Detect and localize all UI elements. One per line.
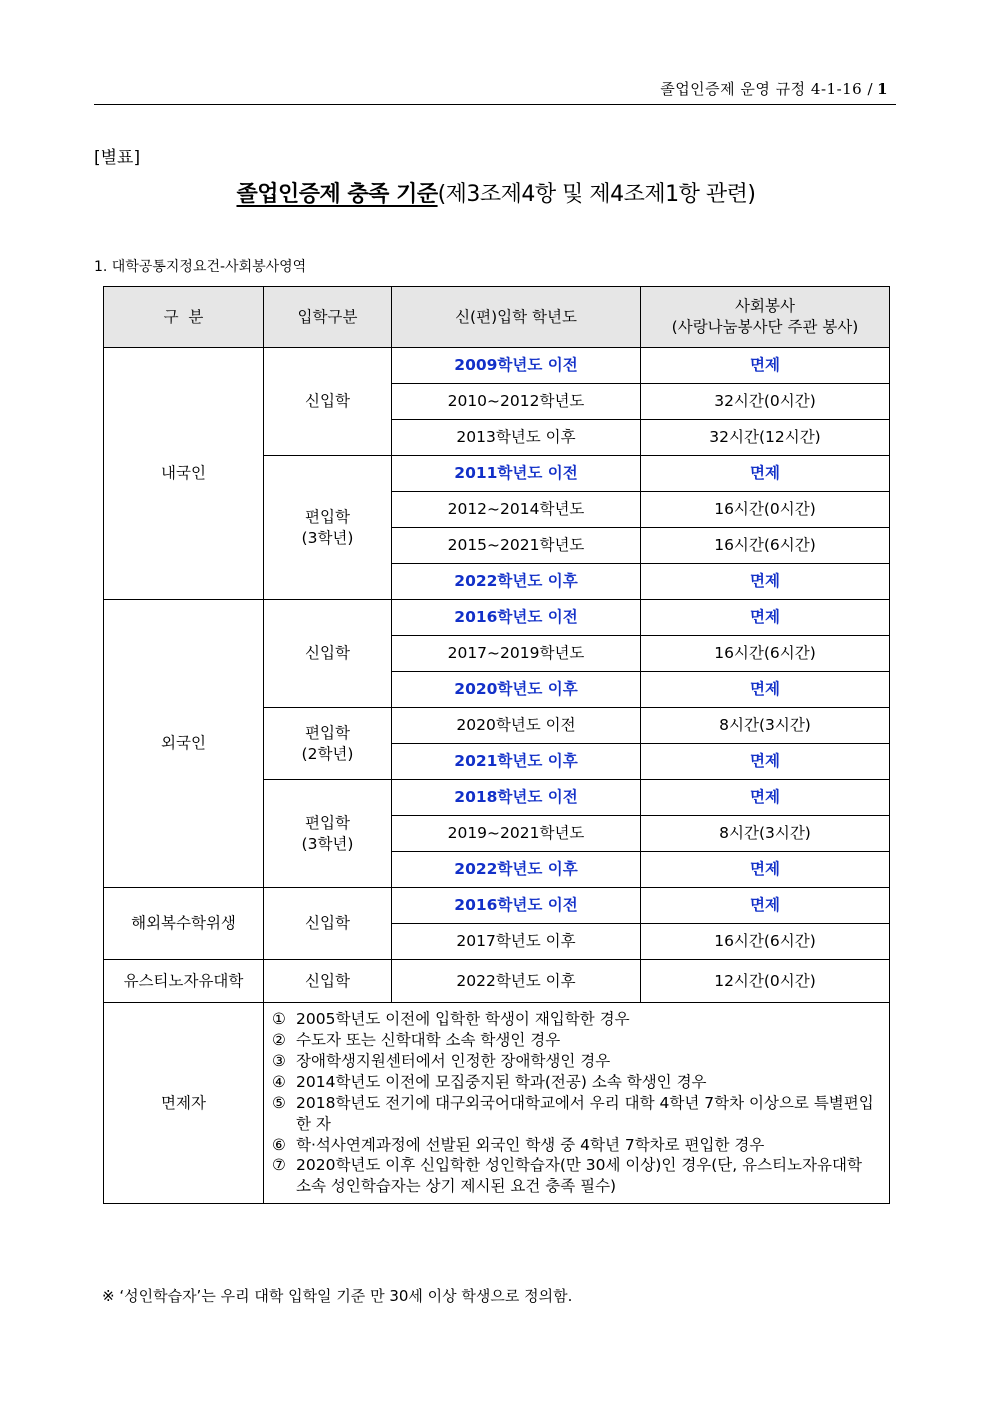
list-item: ⑤ 2018학년도 전기에 대구외국어대학교에서 우리 대학 4학년 7학차 이상으로 특별편입한 자 xyxy=(272,1093,874,1133)
list-item: ② 수도자 또는 신학대학 소속 학생인 경우 xyxy=(272,1030,561,1049)
list-item: ① 2005학년도 이전에 입학한 학생이 재입학한 경우 xyxy=(272,1010,630,1028)
year-cell: 2010~2012학년도 xyxy=(392,384,641,420)
admission-transfer-3: 편입학 (3학년) xyxy=(264,780,392,888)
title-sub: (제3조제4항 및 제4조제1항 관련) xyxy=(437,182,756,207)
hours-cell: 면제 xyxy=(641,672,890,708)
header-admission-type: 입학구분 xyxy=(264,287,392,348)
hours-cell: 16시간(0시간) xyxy=(641,492,890,528)
hours-cell: 면제 xyxy=(641,888,890,924)
table-row xyxy=(104,1003,890,1204)
year-cell: 2018학년도 이전 xyxy=(392,780,641,816)
hours-cell: 12시간(0시간) xyxy=(641,960,890,1003)
category-ustino: 유스티노자유대학 xyxy=(104,960,264,1003)
year-cell: 2022학년도 이후 xyxy=(392,960,641,1003)
admission-new: 신입학 xyxy=(264,600,392,708)
year-cell: 2016학년도 이전 xyxy=(392,888,641,924)
hours-cell: 면제 xyxy=(641,600,890,636)
hours-cell: 면제 xyxy=(641,456,890,492)
annex-label: [별표] xyxy=(94,148,141,168)
list-item: ④ 2014학년도 이전에 모집중지된 학과(전공) 소속 학생인 경우 xyxy=(272,1072,707,1091)
hours-cell: 32시간(0시간) xyxy=(641,384,890,420)
header-service: 사회봉사 (사랑나눔봉사단 주관 봉사) xyxy=(641,287,890,348)
header-year: 신(편)입학 학년도 xyxy=(392,287,641,348)
hours-cell: 16시간(6시간) xyxy=(641,528,890,564)
year-cell: 2015~2021학년도 xyxy=(392,528,641,564)
hours-cell: 면제 xyxy=(641,564,890,600)
page-header xyxy=(94,78,896,105)
category-foreign: 외국인 xyxy=(104,600,264,888)
hours-cell: 면제 xyxy=(641,780,890,816)
table-row xyxy=(104,600,890,636)
year-cell: 2022학년도 이후 xyxy=(392,852,641,888)
year-cell: 2011학년도 이전 xyxy=(392,456,641,492)
hours-cell: 32시간(12시간) xyxy=(641,420,890,456)
hours-cell: 면제 xyxy=(641,852,890,888)
year-cell: 2017~2019학년도 xyxy=(392,636,641,672)
table-row xyxy=(104,960,890,1003)
hours-cell: 8시간(3시간) xyxy=(641,816,890,852)
hours-cell: 16시간(6시간) xyxy=(641,924,890,960)
admission-new: 신입학 xyxy=(264,888,392,960)
hours-cell: 16시간(6시간) xyxy=(641,636,890,672)
list-item: ⑥ 학·석사연계과정에 선발된 외국인 학생 중 4학년 7학차로 편입한 경우 xyxy=(272,1135,765,1154)
header-title: 졸업인증제 운영 규정 4-1-16 /1 xyxy=(660,78,896,99)
section-title: 1. 대학공통지정요건-사회봉사영역 xyxy=(94,259,307,275)
footnote: ※ ‘성인학습자’는 우리 대학 입학일 기준 만 30세 이상 학생으로 정의함. xyxy=(102,1287,573,1305)
requirements-table xyxy=(103,286,890,1204)
hours-cell: 8시간(3시간) xyxy=(641,708,890,744)
year-cell: 2021학년도 이후 xyxy=(392,744,641,780)
list-item: ③ 장애학생지원센터에서 인정한 장애학생인 경우 xyxy=(272,1051,611,1070)
hours-cell: 면제 xyxy=(641,744,890,780)
category-overseas: 해외복수학위생 xyxy=(104,888,264,960)
title-main: 졸업인증제 충족 기준 xyxy=(236,182,438,207)
category-domestic: 내국인 xyxy=(104,348,264,600)
page-number: 1 xyxy=(877,80,888,98)
admission-transfer-3: 편입학 (3학년) xyxy=(264,456,392,600)
year-cell: 2019~2021학년도 xyxy=(392,816,641,852)
admission-new: 신입학 xyxy=(264,960,392,1003)
table-row xyxy=(104,888,890,924)
table-row xyxy=(104,348,890,384)
year-cell: 2009학년도 이전 xyxy=(392,348,641,384)
table-header-row xyxy=(104,287,890,348)
year-cell: 2022학년도 이후 xyxy=(392,564,641,600)
hours-cell: 면제 xyxy=(641,348,890,384)
list-item: ⑦ 2020학년도 이후 신입학한 성인학습자(만 30세 이상)인 경우(단, 유스티노자유대학 소속 성인학습자는 상기 제시된 요건 충족 필수) xyxy=(272,1156,862,1196)
year-cell: 2013학년도 이후 xyxy=(392,420,641,456)
year-cell: 2020학년도 이전 xyxy=(392,708,641,744)
exempt-list xyxy=(264,1003,890,1204)
header-category: 구 분 xyxy=(104,287,264,348)
year-cell: 2016학년도 이전 xyxy=(392,600,641,636)
admission-new: 신입학 xyxy=(264,348,392,456)
year-cell: 2017학년도 이후 xyxy=(392,924,641,960)
year-cell: 2020학년도 이후 xyxy=(392,672,641,708)
document-title xyxy=(0,177,992,208)
admission-transfer-2: 편입학 (2학년) xyxy=(264,708,392,780)
year-cell: 2012~2014학년도 xyxy=(392,492,641,528)
category-exempt: 면제자 xyxy=(104,1003,264,1204)
